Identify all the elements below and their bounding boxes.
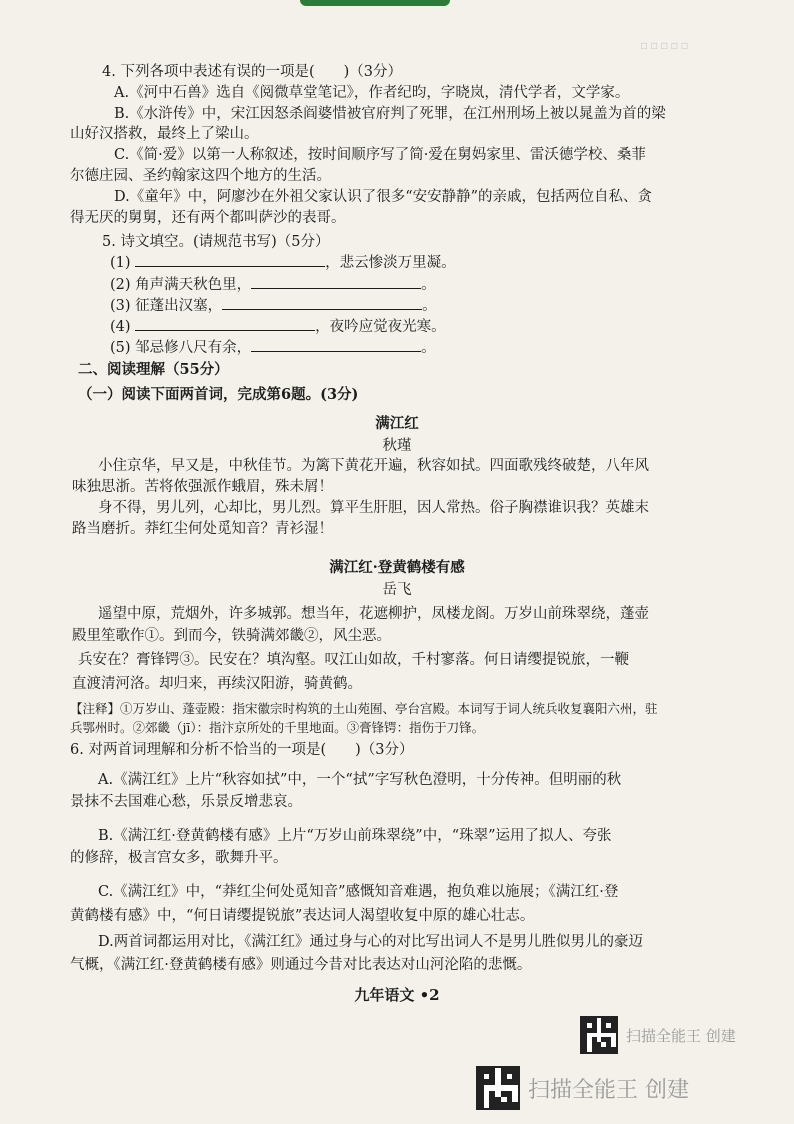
- q4-option-c-line2: 尔德庄园、圣约翰家这四个地方的生活。: [70, 168, 331, 184]
- q6-stem: 6. 对两首词理解和分析不恰当的一项是( )（3分）: [70, 742, 414, 758]
- q5-stem: 5. 诗文填空。(请规范书写)（5分）: [102, 234, 330, 250]
- poem1-author: 秋瑾: [382, 438, 412, 454]
- q5-line2-text: 角声满天秋色里，: [135, 277, 252, 293]
- q5-line2: [110, 274, 436, 295]
- poem1-line4: 路当磨折。莽红尘何处觅知音？青衫湿！: [72, 521, 333, 537]
- q6-option-d-line2: 气概，《满江红·登黄鹤楼有感》则通过今昔对比表达对山河沦陷的悲慨。: [70, 957, 532, 973]
- poem2-title: 满江红·登黄鹤楼有感: [329, 559, 465, 576]
- poem1-line2: 味独思浙。苦将侬强派作蛾眉，殊未屑！: [72, 479, 333, 495]
- note-line1: 【注释】①万岁山、蓬壶殿：指宋徽宗时构筑的土山苑囿、亭台宫殿。本词写于词人统兵收复襄阳六州，驻: [70, 701, 658, 716]
- q5-blank-1[interactable]: [135, 252, 325, 267]
- q4-option-b-line2: 山好汉搭救，最终上了梁山。: [70, 126, 259, 142]
- q5-line2-end: 。: [421, 277, 436, 293]
- poem2-line2: 殿里笙歌作①。到而今，铁骑满郊畿②，风尘恶。: [72, 628, 391, 644]
- q5-line3-text: 征蓬出汉塞，: [135, 298, 223, 314]
- page-footer: 九年语文 •2: [354, 986, 440, 1004]
- q4-option-b-line1: B.《水浒传》中，宋江因怒杀阎婆惜被官府判了死罪，在江州刑场上被以晁盖为首的梁: [114, 106, 666, 122]
- q4-option-d-line1: D.《童年》中，阿廖沙在外祖父家认识了很多“安安静静”的亲戚，包括两位自私、贪: [114, 189, 653, 205]
- q5-line4-text: ，夜吟应觉夜光寒。: [315, 319, 446, 335]
- poem1-line1: 小住京华，早又是，中秋佳节。为篱下黄花开遍，秋容如拭。四面歌残终破楚，八年风: [98, 458, 649, 474]
- q5-line5-end: 。: [421, 340, 436, 356]
- q6-option-d-line1: D.两首词都运用对比，《满江红》通过身与心的对比写出词人不是男儿胜似男儿的豪迈: [98, 934, 643, 950]
- section-heading: 二、阅读理解（55分）: [78, 361, 229, 378]
- watermark-large-text: 扫描全能王 创建: [528, 1077, 689, 1103]
- q4-option-c-line1: C.《简·爱》以第一人称叙述，按时间顺序写了简·爱在舅妈家里、雷沃德学校、桑菲: [114, 147, 646, 163]
- subsection-heading: （一）阅读下面两首词，完成第6题。(3分): [78, 386, 359, 403]
- q4-option-d-line2: 得无厌的舅舅，还有两个都叫萨沙的表哥。: [70, 210, 346, 226]
- note-line2: 兵鄂州时。②郊畿（jī）：指汴京所处的千里地面。③膏锋锷：指伤于刀锋。: [70, 720, 485, 735]
- q5-line5-number: (5): [110, 340, 131, 356]
- q5-blank-3[interactable]: [222, 295, 422, 310]
- poem1-title: 满江红: [375, 415, 419, 432]
- poem2-line4: 直渡清河洛。却归来，再续汉阳游，骑黄鹤。: [72, 676, 362, 692]
- faint-stamp: ▫▫▫▫▫: [640, 38, 691, 52]
- q5-line4-number: (4): [110, 319, 131, 335]
- q5-line3-number: (3): [110, 298, 131, 314]
- watermark-large: [476, 1066, 689, 1110]
- poem2-author: 岳飞: [382, 582, 412, 598]
- qr-code-icon: [476, 1066, 520, 1110]
- poem2-line3: 兵安在？膏锋锷③。民安在？填沟壑。叹江山如故，千村寥落。何日请缨提锐旅，一鞭: [78, 652, 629, 668]
- q5-line1: [110, 252, 456, 273]
- q6-option-c-line1: C.《满江红》中，“莽红尘何处觅知音”感慨知音难遇，抱负难以施展；《满江红·登: [98, 884, 619, 900]
- poem1-line3: 身不得，男儿列，心却比，男儿烈。算平生肝胆，因人常热。俗子胸襟谁识我？英雄末: [98, 500, 649, 516]
- qr-code-icon: [580, 1016, 618, 1054]
- poem2-line1: 遥望中原，荒烟外，许多城郭。想当年，花遮柳护，凤楼龙阁。万岁山前珠翠绕，蓬壶: [98, 606, 649, 622]
- q6-option-c-line2: 黄鹤楼有感》中，“何日请缨提锐旅”表达词人渴望收复中原的雄心壮志。: [70, 908, 535, 924]
- watermark-small: [580, 1016, 736, 1054]
- q6-option-b-line2: 的修辞，极言宫女多，歌舞升平。: [70, 850, 288, 866]
- q6-option-a-line1: A.《满江红》上片“秋容如拭”中，一个“拭”字写秋色澄明，十分传神。但明丽的秋: [98, 772, 622, 788]
- q5-line3: [110, 295, 437, 316]
- q5-line3-end: 。: [422, 298, 437, 314]
- q5-blank-2[interactable]: [251, 274, 421, 289]
- q5-blank-4[interactable]: [135, 316, 315, 331]
- q6-option-a-line2: 景抹不去国难心愁，乐景反增悲哀。: [70, 794, 302, 810]
- q6-option-b-line1: B.《满江红·登黄鹤楼有感》上片“万岁山前珠翠绕”中，“珠翠”运用了拟人、夸张: [98, 828, 612, 844]
- q5-line4: [110, 316, 446, 337]
- q4-stem: 4. 下列各项中表述有误的一项是( )（3分）: [102, 64, 402, 80]
- q5-line2-number: (2): [110, 277, 131, 293]
- q5-line5-text: 邹忌修八尺有余，: [135, 340, 252, 356]
- q5-line5: [110, 337, 436, 358]
- top-edge-mark: [300, 0, 450, 6]
- q4-option-a: A.《河中石兽》选自《阅微草堂笔记》，作者纪昀，字晓岚，清代学者，文学家。: [114, 85, 630, 101]
- q5-line1-text: ，悲云惨淡万里凝。: [325, 255, 456, 271]
- watermark-small-text: 扫描全能王 创建: [626, 1026, 736, 1045]
- q5-line1-number: (1): [110, 255, 131, 271]
- q5-blank-5[interactable]: [251, 337, 421, 352]
